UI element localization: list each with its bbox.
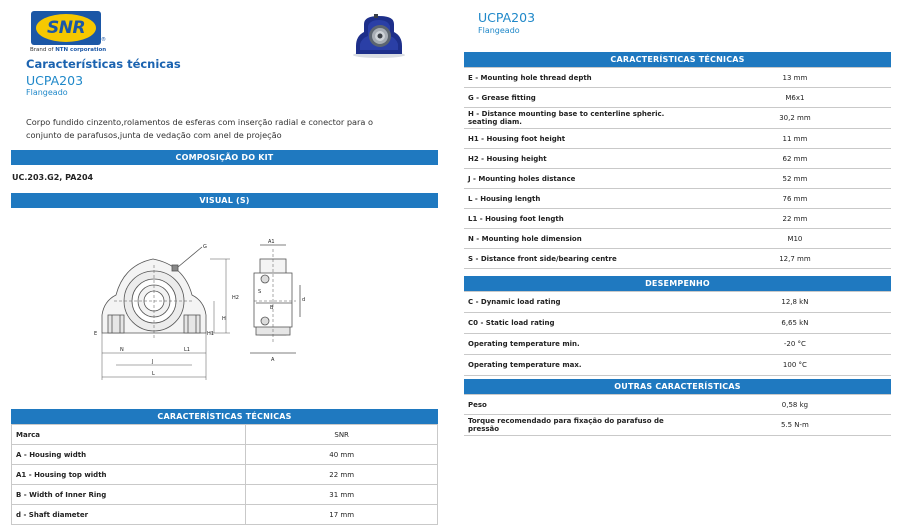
other-table <box>464 394 891 436</box>
row-value: 5.5 N-m <box>699 415 891 436</box>
brand-tagline <box>30 47 106 53</box>
product-image <box>350 10 408 60</box>
row-label: Operating temperature max. <box>464 355 699 376</box>
label-e: E <box>94 331 98 337</box>
snr-logo: SNR <box>46 18 86 38</box>
row-label: S - Distance front side/bearing centre <box>464 249 699 269</box>
table-row <box>12 485 438 505</box>
tech-right-table <box>464 67 891 269</box>
row-value: 76 mm <box>699 189 891 209</box>
row-value: 11 mm <box>699 129 891 149</box>
table-row <box>464 249 891 269</box>
row-label: E - Mounting hole thread depth <box>464 68 699 88</box>
table-row <box>464 169 891 189</box>
row-label: A - Housing width <box>12 445 246 465</box>
performance-header: DESEMPENHO <box>464 276 891 291</box>
technical-drawing <box>90 235 315 385</box>
product-description: Corpo fundido cinzento,rolamentos de esferas com inserção radial e conector para o conjunto de parafusos,junta de vedação com anel de projeção <box>26 117 374 140</box>
tagline-prefix: Brand of <box>30 47 54 53</box>
row-label: H1 - Housing foot height <box>464 129 699 149</box>
row-label: H2 - Housing height <box>464 149 699 169</box>
front-view <box>102 247 206 339</box>
row-label: d - Shaft diameter <box>12 505 246 525</box>
row-value: M10 <box>699 229 891 249</box>
row-value: 13 mm <box>699 68 891 88</box>
label-a: A <box>271 357 275 363</box>
label-h1: H1 <box>207 331 214 337</box>
label-j: J <box>152 359 154 365</box>
table-row <box>464 292 891 313</box>
table-row <box>464 209 891 229</box>
other-header: OUTRAS CARACTERÍSTICAS <box>464 379 891 394</box>
row-label: Marca <box>12 425 246 445</box>
right-model-subtitle: Flangeado <box>478 26 520 35</box>
table-row <box>464 415 891 436</box>
table-row <box>12 505 438 525</box>
row-value: 22 mm <box>699 209 891 229</box>
row-label: L1 - Housing foot length <box>464 209 699 229</box>
label-d: d <box>302 297 306 303</box>
row-label: L - Housing length <box>464 189 699 209</box>
label-g: G <box>203 244 207 250</box>
row-value: 12,8 kN <box>699 292 891 313</box>
row-value: 31 mm <box>246 485 438 505</box>
table-row <box>464 334 891 355</box>
tagline-company: NTN corporation <box>55 47 107 53</box>
table-row <box>464 355 891 376</box>
row-label: H - Distance mounting base to centerline spheric. seating diam. <box>464 108 699 129</box>
label-h2: H2 <box>232 295 239 301</box>
table-row <box>464 108 891 129</box>
table-row <box>464 313 891 334</box>
label-l1: L1 <box>184 347 190 353</box>
row-value: 22 mm <box>246 465 438 485</box>
row-value: SNR <box>246 425 438 445</box>
row-value: 0,58 kg <box>699 395 891 415</box>
label-l: L <box>152 371 155 377</box>
row-label: J - Mounting holes distance <box>464 169 699 189</box>
label-n: N <box>120 347 124 353</box>
row-value: 40 mm <box>246 445 438 465</box>
row-value: 100 °C <box>699 355 891 376</box>
tech-left-table <box>11 424 438 525</box>
table-row <box>464 68 891 88</box>
row-value: 6,65 kN <box>699 313 891 334</box>
row-value: 62 mm <box>699 149 891 169</box>
row-label: A1 - Housing top width <box>12 465 246 485</box>
row-value: M6x1 <box>699 88 891 108</box>
page-title: Características técnicas <box>26 57 181 71</box>
table-row <box>464 189 891 209</box>
row-value: 12,7 mm <box>699 249 891 269</box>
kit-section-header: COMPOSIÇÃO DO KIT <box>11 150 438 165</box>
model-name: UCPA203 <box>26 73 84 88</box>
performance-table <box>464 291 891 376</box>
table-row <box>464 229 891 249</box>
row-label: Peso <box>464 395 699 415</box>
row-label: B - Width of Inner Ring <box>12 485 246 505</box>
table-row <box>464 88 891 108</box>
row-label: C0 - Static load rating <box>464 313 699 334</box>
row-value: 30,2 mm <box>699 108 891 129</box>
table-row <box>12 445 438 465</box>
row-value: -20 °C <box>699 334 891 355</box>
row-label: C - Dynamic load rating <box>464 292 699 313</box>
row-label: Torque recomendado para fixação do parafuso de pressão <box>464 415 699 436</box>
row-value: 17 mm <box>246 505 438 525</box>
side-view <box>250 245 300 353</box>
row-label: N - Mounting hole dimension <box>464 229 699 249</box>
visual-section-header: VISUAL (S) <box>11 193 438 208</box>
row-label: Operating temperature min. <box>464 334 699 355</box>
label-s: S <box>258 289 262 295</box>
tech-left-header: CARACTERÍSTICAS TÉCNICAS <box>11 409 438 424</box>
table-row <box>464 149 891 169</box>
table-row <box>12 425 438 445</box>
registered-mark: ® <box>101 37 106 43</box>
label-b: B <box>270 305 274 311</box>
right-model-name: UCPA203 <box>478 10 536 25</box>
row-label: G - Grease fitting <box>464 88 699 108</box>
label-h: H <box>222 316 226 322</box>
row-value: 52 mm <box>699 169 891 189</box>
table-row <box>464 395 891 415</box>
label-a1: A1 <box>268 239 275 245</box>
kit-content: UC.203.G2, PA204 <box>12 173 94 182</box>
tech-right-header: CARACTERÍSTICAS TÉCNICAS <box>464 52 891 67</box>
model-subtitle: Flangeado <box>26 88 68 97</box>
table-row <box>12 465 438 485</box>
table-row <box>464 129 891 149</box>
